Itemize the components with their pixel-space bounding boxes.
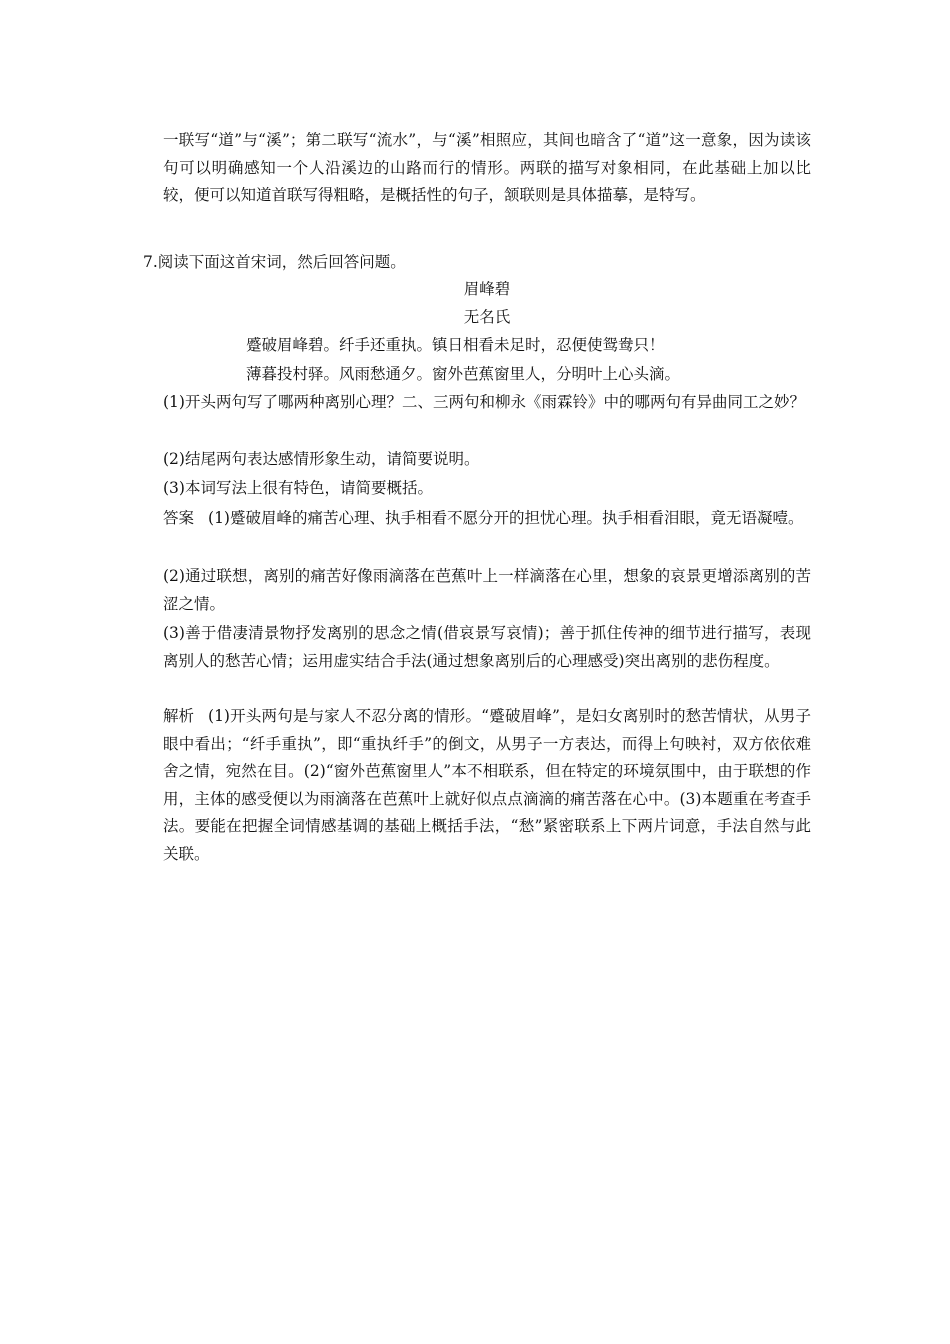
analysis-label: 解析	[163, 707, 195, 725]
question-7-stem: 7.阅读下面这首宋词，然后回答问题。	[143, 253, 406, 271]
analysis-text: (1)开头两句是与家人不忍分离的情形。“蹙破眉峰”，是妇女离别时的愁苦情状，从男子眼中看出；“纤手重执”，即“重执纤手”的倒文，从男子一方表达，而得上句映衬，双方依依难舍之情，宛然在目。(2)“窗外芭蕉窗里人”本不相联系，但在特定的环境氛围中，由于联想的作用，主体的感受便以为雨滴落在芭蕉叶上就好似点点滴滴的痛苦落在心中。(3)本题重在考查手法。要能在把握全词情感基调的基础上概括手法，“愁”紧密联系上下两片词意，手法自然与此关联。	[163, 707, 811, 863]
analysis-paragraph	[163, 703, 811, 868]
sub-question-2: (2)结尾两句表达感情形象生动，请简要说明。	[163, 450, 480, 468]
answer-3: (3)善于借凄清景物抒发离别的思念之情(借哀景写哀情)；善于抓住传神的细节进行描写，表现离别人的愁苦心情；运用虚实结合手法(通过想象离别后的心理感受)突出离别的悲伤程度。	[163, 624, 811, 670]
answer-1	[163, 505, 811, 533]
sub-question-1: (1)开头两句写了哪两种离别心理？二、三两句和柳永《雨霖铃》中的哪两句有异曲同工之妙？	[163, 393, 805, 411]
answer-label: 答案	[163, 509, 195, 527]
answer-2: (2)通过联想，离别的痛苦好像雨滴落在芭蕉叶上一样滴落在心里，想象的哀景更增添离别的苦涩之情。	[163, 567, 811, 613]
poem-title: 眉峰碧	[463, 280, 511, 298]
poem-line-1: 蹙破眉峰碧。纤手还重执。镇日相看未足时，忍便使鸳鸯只！	[246, 336, 665, 354]
previous-analysis-paragraph: 一联写“道”与“溪”；第二联写“流水”，与“溪”相照应，其间也暗含了“道”这一意象，因为读该句可以明确感知一个人沿溪边的山路而行的情形。两联的描写对象相同，在此基础上加以比较，便可以知道首联写得粗略，是概括性的句子，颔联则是具体描摹，是特写。	[163, 131, 811, 204]
poem-author: 无名氏	[463, 308, 511, 326]
poem-line-2: 薄暮投村驿。风雨愁通夕。窗外芭蕉窗里人，分明叶上心头滴。	[246, 365, 681, 383]
sub-question-3: (3)本词写法上很有特色，请简要概括。	[163, 479, 433, 497]
answer-1-text: (1)蹙破眉峰的痛苦心理、执手相看不愿分开的担忧心理。执手相看泪眼，竟无语凝噎。	[208, 509, 804, 527]
